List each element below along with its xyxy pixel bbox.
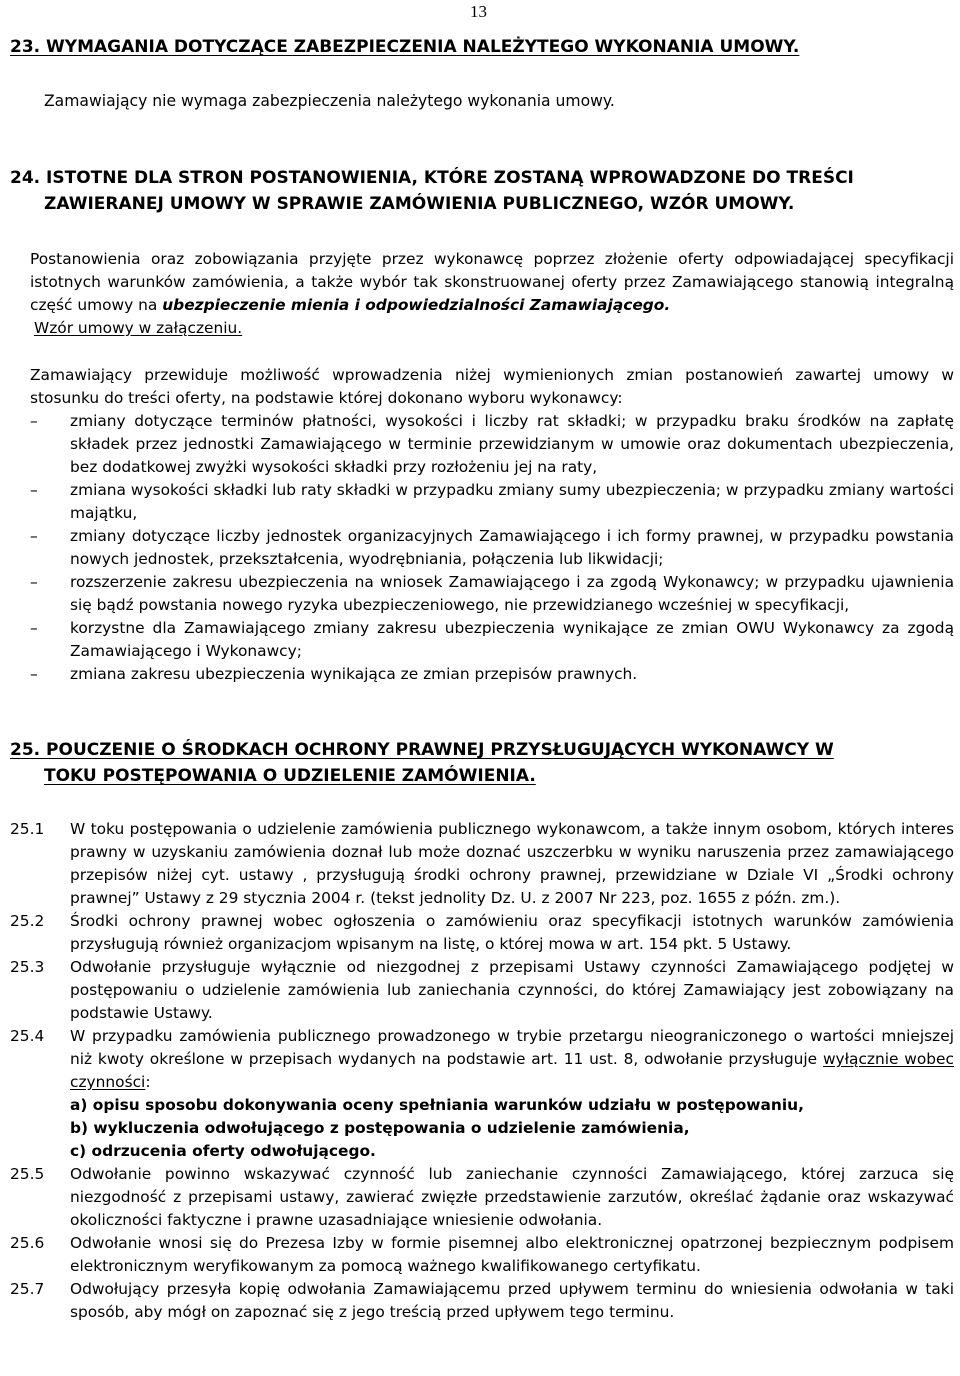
list-item [10, 910, 954, 956]
list-item-text: rozszerzenie zakresu ubezpieczenia na wniosek Zamawiającego i za zgodą Wykonawcy; w przypadku ujawnienia się bądź powstania nowego ryzyka ubezpieczeniowego, nie przewidzianego wcześniej w specyfikacji, [70, 573, 954, 614]
section-24-paragraph-1 [30, 248, 954, 340]
list-item [10, 956, 954, 1025]
item-number: 25.1 [10, 820, 45, 838]
sub-item-b: b) wykluczenia odwołującego z postępowania o udzielenie zamówienia, [70, 1119, 690, 1137]
item-number: 25.3 [10, 958, 45, 976]
list-item [10, 1025, 954, 1163]
dash-bullet: – [30, 527, 38, 545]
list-item [30, 479, 954, 525]
item-text: W toku postępowania o udzielenie zamówienia publicznego wykonawcom, a także innym osobom, których interes prawny w uzyskaniu zamówienia doznał lub może doznać uszczerbku w wyniku naruszenia przez zamawiającego przepisów niżej cyt. ustawy , przysługują środki ochrony prawnej, przewidziane w Dziale VI „Środki ochrony prawnej” Ustawy z 29 stycznia 2004 r. (tekst jednolity Dz. U. z 2007 Nr 223, poz. 1655 z późn. zm.). [70, 820, 954, 907]
item-number: 25.2 [10, 912, 45, 930]
sub-item-a: a) opisu sposobu dokonywania oceny spełniania warunków udziału w postępowaniu, [70, 1096, 804, 1114]
list-item [10, 1232, 954, 1278]
item-text: W przypadku zamówienia publicznego prowadzonego w trybie przetargu nieograniczonego o wartości mniejszej niż kwoty określone w przepisach wydanych na podstawie art. 11 ust. 8, odwołanie przysługuje [70, 1027, 954, 1068]
dash-bullet: – [30, 412, 38, 430]
list-item [30, 571, 954, 617]
dash-bullet: – [30, 619, 38, 637]
item-underlined-text: wyłącznie wobec czynności [70, 1050, 954, 1091]
section-25-heading-line2: TOKU POSTĘPOWANIA O UDZIELENIE ZAMÓWIENIA. [44, 766, 536, 786]
list-item [30, 663, 954, 686]
section-24-heading-line2: ZAWIERANEJ UMOWY W SPRAWIE ZAMÓWIENIA PUBLICZNEGO, WZÓR UMOWY. [44, 194, 795, 214]
item-number: 25.7 [10, 1280, 45, 1298]
amendments-list [30, 410, 954, 686]
list-item-text: zmiany dotyczące liczby jednostek organizacyjnych Zamawiającego i ich formy prawnej, w przypadku powstania nowych jednostek, przekształcenia, wyodrębniania, połączenia lub likwidacji; [70, 527, 954, 568]
sub-item-c: c) odrzucenia oferty odwołującego. [70, 1142, 376, 1160]
section-23-heading: 23. WYMAGANIA DOTYCZĄCE ZABEZPIECZENIA NALEŻYTEGO WYKONANIA UMOWY. [10, 37, 800, 57]
list-item [30, 410, 954, 479]
item-text: Odwołanie wnosi się do Prezesa Izby w formie pisemnej albo elektronicznej opatrzonej bezpiecznym podpisem elektronicznym weryfikowanym za pomocą ważnego kwalifikowanego certyfikatu. [70, 1234, 954, 1275]
page-number: 13 [470, 2, 487, 21]
item-number: 25.4 [10, 1027, 45, 1045]
list-item-text: zmiana zakresu ubezpieczenia wynikająca ze zmian przepisów prawnych. [70, 665, 638, 683]
list-item-text: zmiany dotyczące terminów płatności, wysokości i liczby rat składki; w przypadku braku środków na zapłatę składek przez jednostki Zamawiającego w terminie przewidzianym w umowie oraz dokumentach ubezpieczenia, bez dodatkowej zwyżki wysokości składki przy rozłożeniu jej na raty, [70, 412, 954, 476]
item-text-after: : [145, 1073, 151, 1091]
item-number: 25.5 [10, 1165, 45, 1183]
list-item-text: korzystne dla Zamawiającego zmiany zakresu ubezpieczenia wynikające ze zmian OWU Wykonawcy za zgodą Zamawiającego i Wykonawcy; [70, 619, 954, 660]
dash-bullet: – [30, 573, 38, 591]
wzor-umowy-link[interactable]: Wzór umowy w załączeniu. [34, 319, 243, 337]
section-24-paragraph-2: Zamawiający przewiduje możliwość wprowadzenia niżej wymienionych zmian postanowień zawartej umowy w stosunku do treści oferty, na podstawie której dokonano wyboru wykonawcy: [30, 366, 954, 407]
section-23-text: Zamawiający nie wymaga zabezpieczenia należytego wykonania umowy. [44, 92, 615, 110]
section-25-heading-line1: 25. POUCZENIE O ŚRODKACH OCHRONY PRAWNEJ PRZYSŁUGUJĄCYCH WYKONAWCY W [10, 740, 834, 760]
item-text: Odwołanie powinno wskazywać czynność lub zaniechanie czynności Zamawiającego, której zarzuca się niezgodność z przepisami ustawy, zawierać zwięzłe przedstawienie zarzutów, określać żądanie oraz wskazywać okoliczności faktyczne i prawne uzasadniające wniesienie odwołania. [70, 1165, 954, 1229]
list-item-text: zmiana wysokości składki lub raty składki w przypadku zmiany sumy ubezpieczenia; w przypadku zmiany wartości majątku, [70, 481, 954, 522]
list-item [10, 818, 954, 910]
list-item [10, 1163, 954, 1232]
item-text: Środki ochrony prawnej wobec ogłoszenia o zamówieniu oraz specyfikacji istotnych warunków zamówienia przysługują również organizacjom wpisanym na listę, o której mowa w art. 154 pkt. 5 Ustawy. [70, 912, 954, 953]
section-24-heading-line1: 24. ISTOTNE DLA STRON POSTANOWIENIA, KTÓRE ZOSTANĄ WPROWADZONE DO TREŚCI [10, 168, 854, 188]
item-text: Odwołanie przysługuje wyłącznie od niezgodnej z przepisami Ustawy czynności Zamawiającego podjętej w postępowaniu o udzielenie zamówienia lub zaniechania czynności, do której Zamawiający jest zobowiązany na podstawie Ustawy. [70, 958, 954, 1022]
list-item [30, 617, 954, 663]
paragraph-text: Postanowienia oraz zobowiązania przyjęte przez wykonawcę poprzez złożenie oferty odpowiadającej specyfikacji istotnych warunków zamówienia, a także wybór tak skonstruowanej oferty przez Zamawiającego stanowią integralną część umowy na [30, 250, 954, 314]
dash-bullet: – [30, 481, 38, 499]
item-number: 25.6 [10, 1234, 45, 1252]
dash-bullet: – [30, 665, 38, 683]
legal-remedies-list [10, 818, 954, 1324]
item-text: Odwołujący przesyła kopię odwołania Zamawiającemu przed upływem terminu do wniesienia odwołania w taki sposób, aby mógł on zapoznać się z jego treścią przed upływem tego terminu. [70, 1280, 954, 1321]
paragraph-emphasis: ubezpieczenie mienia i odpowiedzialności Zamawiającego. [162, 296, 671, 314]
list-item [30, 525, 954, 571]
list-item [10, 1278, 954, 1324]
